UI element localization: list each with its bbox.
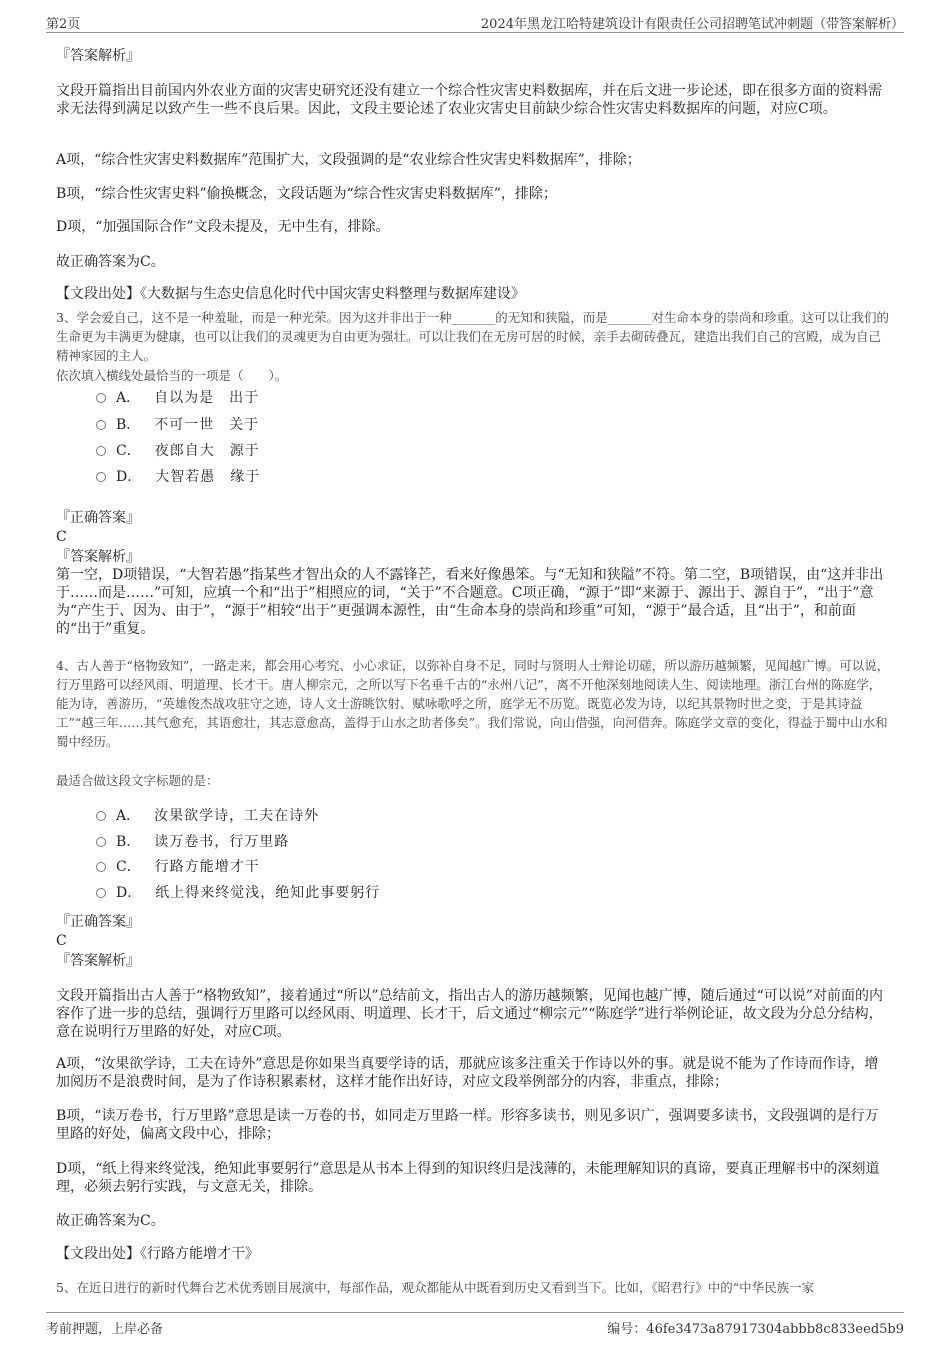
radio-button-icon[interactable] — [96, 837, 106, 847]
q4-option-b[interactable]: B． 读万卷书，行万里路 — [96, 833, 289, 851]
q5-stem: 5、在近日进行的新时代舞台艺术优秀剧目展演中，每部作品，观众都能从中既看到历史又看到当下。比如，《昭君行》中的“中华民族一家 — [56, 1280, 815, 1295]
page-number: 第2页 — [46, 17, 81, 32]
q2-option-b-explanation: B项，“综合性灾害史料”偷换概念，文段话题为“综合性灾害史料数据库”，排除； — [56, 186, 557, 202]
radio-button-icon[interactable] — [96, 862, 106, 872]
q2-option-d-explanation: D项，“加强国际合作”文段未提及，无中生有，排除。 — [56, 219, 390, 235]
q3-analysis: 第一空，D项错误，“大智若愚”指某些才智出众的人不露锋芒，看来好像愚笨。与“无知和狭隘”不符。第二空，B项错误，由“这并非出于……而是……”可知，应填一个和“出于”相照应的词，“关于”不合题意。C项正确，“源于”即“来源于、源出于、源自于”，“出于”意为“产生于、因为、由于”，“源于”相较“出于”更强调本源性，由“生命本身的崇尚和珍重”可知，“源于”最合适，且“出于”，和前面的“出于”重复。 — [56, 567, 884, 637]
q4-correct-label: 『正确答案』 — [56, 914, 140, 930]
document-id: 编号：46fe3473a87917304abbb8c833eed5b9 — [607, 1322, 904, 1337]
q4-option-a[interactable]: A． 汝果欲学诗，工夫在诗外 — [96, 807, 319, 825]
q3-correct-label: 『正确答案』 — [56, 510, 140, 526]
q4-option-d-explanation: D项，“纸上得来终觉浅，绝知此事要躬行”意思是从书本上得到的知识终归是浅薄的，未能理解知识的真谛，要真正理解书中的深刻道理，必须去躬行实践，与文意无关，排除。 — [56, 1161, 880, 1195]
q3-option-b[interactable]: B． 不可一世 关于 — [96, 416, 259, 434]
q4-option-c[interactable]: C． 行路方能增才干 — [96, 858, 260, 876]
q4-prompt: 最适合做这段文字标题的是： — [56, 773, 219, 788]
page-footer — [46, 1312, 904, 1335]
q2-option-a-explanation: A项，“综合性灾害史料数据库”范围扩大，文段强调的是“农业综合性灾害史料数据库”，排除； — [56, 152, 641, 168]
radio-button-icon[interactable] — [96, 472, 106, 482]
q3-option-a[interactable]: A． 自以为是 出于 — [96, 389, 259, 407]
q2-source: 【文段出处】《大数据与生态史信息化时代中国灾害史料整理与数据库建设》 — [56, 286, 525, 302]
q3-analysis-label: 『答案解析』 — [56, 549, 140, 565]
q3-stem: 3、学会爱自己，这不是一种羞耻，而是一种光荣。因为这并非出于一种_______的无知和狭隘，而是_______对生命本身的崇尚和珍重。这可以让我们的生命更为丰满更为健康，也可以让我们的灵魂更为自由更为强壮。可以让我们在无房可居的时候，亲手去砌砖叠瓦，建造出我们自己的宫殿，成为自己精神家园的主人。 — [56, 310, 889, 363]
q3-option-d[interactable]: D． 大智若愚 缘于 — [96, 468, 260, 486]
q4-conclusion: 故正确答案为C。 — [56, 1213, 165, 1229]
q3-prompt: 依次填入横线处最恰当的一项是（ ）。 — [56, 368, 288, 383]
footer-slogan: 考前押题，上岸必备 — [46, 1322, 164, 1337]
q4-source: 【文段出处】《行路方能增才干》 — [56, 1246, 259, 1262]
q2-conclusion: 故正确答案为C。 — [56, 254, 165, 270]
q4-correct-answer: C — [56, 933, 67, 949]
radio-button-icon[interactable] — [96, 393, 106, 403]
q4-option-b-explanation: B项，“读万卷书，行万里路”意思是读一万卷的书，如同走万里路一样。形容多读书，则见多识广，强调要多读书，文段强调的是行万里路的好处，偏离文段中心，排除； — [56, 1108, 879, 1142]
q2-analysis: 文段开篇指出目前国内外农业方面的灾害史研究还没有建立一个综合性灾害史料数据库，并在后文进一步论述，即在很多方面的资料需求无法得到满足以致产生一些不良后果。因此，文段主要论述了农业灾害史目前缺少综合性灾害史料数据库的问题，对应C项。 — [56, 83, 882, 117]
page-header — [46, 10, 904, 33]
radio-button-icon[interactable] — [96, 888, 106, 898]
radio-button-icon[interactable] — [96, 446, 106, 456]
document-title: 2024年黑龙江哈特建筑设计有限责任公司招聘笔试冲刺题（带答案解析） — [480, 17, 904, 32]
q4-analysis: 文段开篇指出古人善于“格物致知”，接着通过“所以”总结前文，指出古人的游历越频繁，见闻也越广博，随后通过“可以说”对前面的内容作了进一步的总结，强调行万里路可以经风雨、明道理、长才干，后文通过“柳宗元”“陈庭学”进行举例论证，故文段为分总分结构，意在说明行万里路的好处，对应C项。 — [56, 988, 883, 1040]
radio-button-icon[interactable] — [96, 811, 106, 821]
q4-option-a-explanation: A项，“汝果欲学诗，工夫在诗外”意思是你如果当真要学诗的话，那就应该多注重关于作诗以外的事。就是说不能为了作诗而作诗，增加阅历不是浪费时间，是为了作诗积累素材，这样才能作出好诗，对应文段举例部分的内容，非重点，排除； — [56, 1056, 879, 1090]
q4-stem: 4、古人善于“格物致知”，一路走来，都会用心考究、小心求证，以弥补自身不足，同时与贤明人士辩论切磋，所以游历越频繁，见闻越广博。可以说，行万里路可以经风雨、明道理、长才干。唐人柳宗元，之所以写下名垂千古的“永州八记”，离不开他深刻地阅读人生、阅读地理。浙江台州的陈庭学，能为诗，善游历，“英雄俊杰战攻驻守之迹，诗人文士游眺饮射、赋咏歌呼之所，庭学无不历览。既览必发为诗，以纪其景物时世之变，于是其诗益工”“越三年……其气愈充，其语愈壮，其志意愈高，盖得于山水之助者侈矣”。我们常说，向山借强，向河借奔。陈庭学文章的变化，得益于蜀中山水和蜀中经历。 — [56, 658, 890, 749]
q3-option-c[interactable]: C． 夜郎自大 源于 — [96, 442, 260, 460]
q2-analysis-label: 『答案解析』 — [56, 48, 140, 64]
q3-correct-answer: C — [56, 529, 67, 545]
q4-analysis-label: 『答案解析』 — [56, 953, 140, 969]
radio-button-icon[interactable] — [96, 420, 106, 430]
q4-option-d[interactable]: D． 纸上得来终觉浅，绝知此事要躬行 — [96, 884, 380, 902]
